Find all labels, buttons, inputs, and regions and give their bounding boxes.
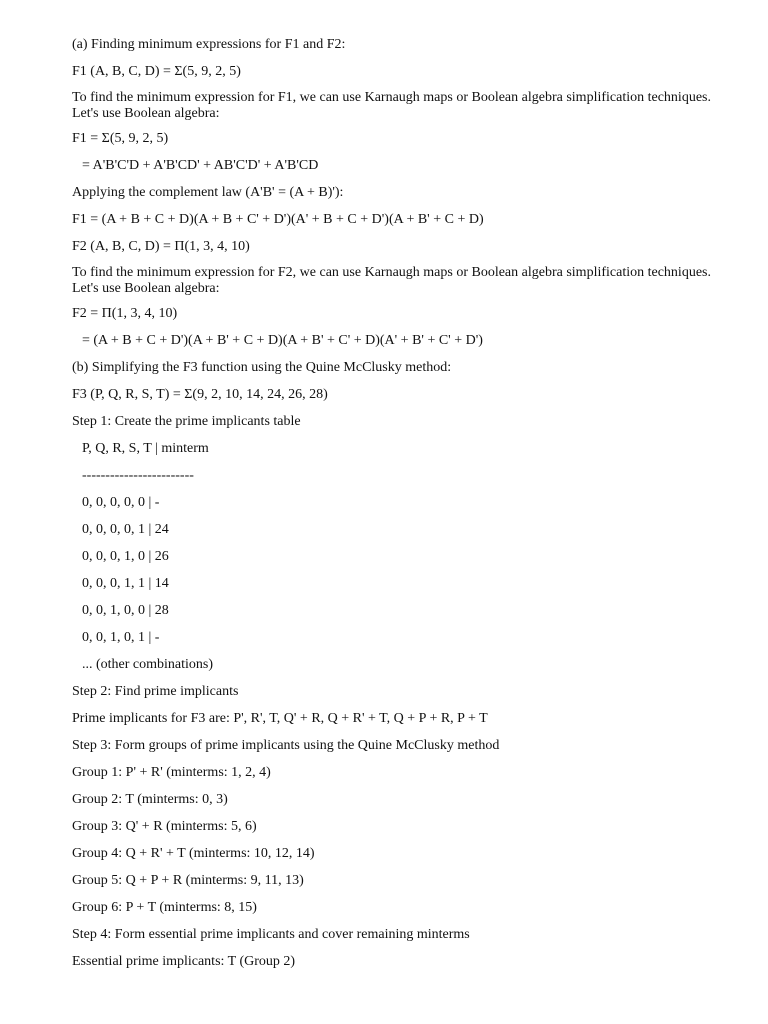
text-line: 0, 0, 0, 1, 1 | 14: [82, 576, 169, 592]
text-line: Group 1: P' + R' (minterms: 1, 2, 4): [72, 765, 271, 780]
text-line: Group 4: Q + R' + T (minterms: 10, 12, 14): [72, 845, 315, 861]
text-line: ... (other combinations): [82, 657, 214, 673]
text-line: Essential prime implicants: T (Group 2): [72, 953, 296, 969]
text-line: Group 5: Q + P + R (minterms: 9, 11, 13): [72, 872, 304, 888]
text-line: Group 2: T (minterms: 0, 3): [72, 791, 228, 807]
text-line: Group 6: P + T (minterms: 8, 15): [72, 899, 257, 915]
text-line: Applying the complement law (A'B' = (A + B)'):: [72, 185, 344, 201]
text-line: Step 3: Form groups of prime implicants using the Quine McClusky method: [72, 738, 500, 754]
text-line: F1 = Σ(5, 9, 2, 5): [72, 131, 169, 147]
text-line: 0, 0, 0, 1, 0 | 26: [82, 549, 169, 565]
text-line: = (A + B + C + D')(A + B' + C + D)(A + B' + C' + D)(A' + B' + C' + D'): [82, 333, 483, 349]
text-line: 0, 0, 1, 0, 1 | -: [82, 630, 160, 646]
text-line: Step 2: Find prime implicants: [72, 684, 239, 700]
text-line: Step 1: Create the prime implicants table: [72, 414, 301, 430]
text-line: = A'B'C'D + A'B'CD' + AB'C'D' + A'B'CD: [82, 158, 319, 174]
text-line: F2 = Π(1, 3, 4, 10): [72, 306, 178, 322]
text-paragraph: To find the minimum expression for F1, we can use Karnaugh maps or Boolean algebra simplification techniques. Let's use Boolean algebra:: [72, 89, 711, 121]
text-line: 0, 0, 1, 0, 0 | 28: [82, 603, 169, 619]
text-line: (b) Simplifying the F3 function using the Quine McClusky method:: [72, 360, 452, 376]
text-paragraph: To find the minimum expression for F2, we can use Karnaugh maps or Boolean algebra simplification techniques. Let's use Boolean algebra:: [72, 265, 711, 297]
text-line: F3 (P, Q, R, S, T) = Σ(9, 2, 10, 14, 24, 26, 28): [72, 387, 328, 403]
text-line: Group 3: Q' + R (minterms: 5, 6): [72, 818, 257, 834]
text-line: Prime implicants for F3 are: P', R', T, Q' + R, Q + R' + T, Q + P + R, P + T: [72, 711, 488, 727]
text-line: F1 (A, B, C, D) = Σ(5, 9, 2, 5): [72, 63, 241, 79]
text-line: 0, 0, 0, 0, 1 | 24: [82, 522, 169, 538]
text-line: 0, 0, 0, 0, 0 | -: [82, 495, 160, 511]
text-line: (a) Finding minimum expressions for F1 and F2:: [72, 37, 346, 52]
document-body: [72, 36, 738, 980]
text-line: F2 (A, B, C, D) = Π(1, 3, 4, 10): [72, 239, 250, 255]
text-line: ------------------------: [82, 468, 194, 484]
text-line: P, Q, R, S, T | minterm: [82, 441, 209, 457]
text-line: F1 = (A + B + C + D)(A + B + C' + D')(A' + B + C + D')(A + B' + C + D): [72, 212, 484, 228]
text-line: Step 4: Form essential prime implicants and cover remaining minterms: [72, 926, 470, 942]
